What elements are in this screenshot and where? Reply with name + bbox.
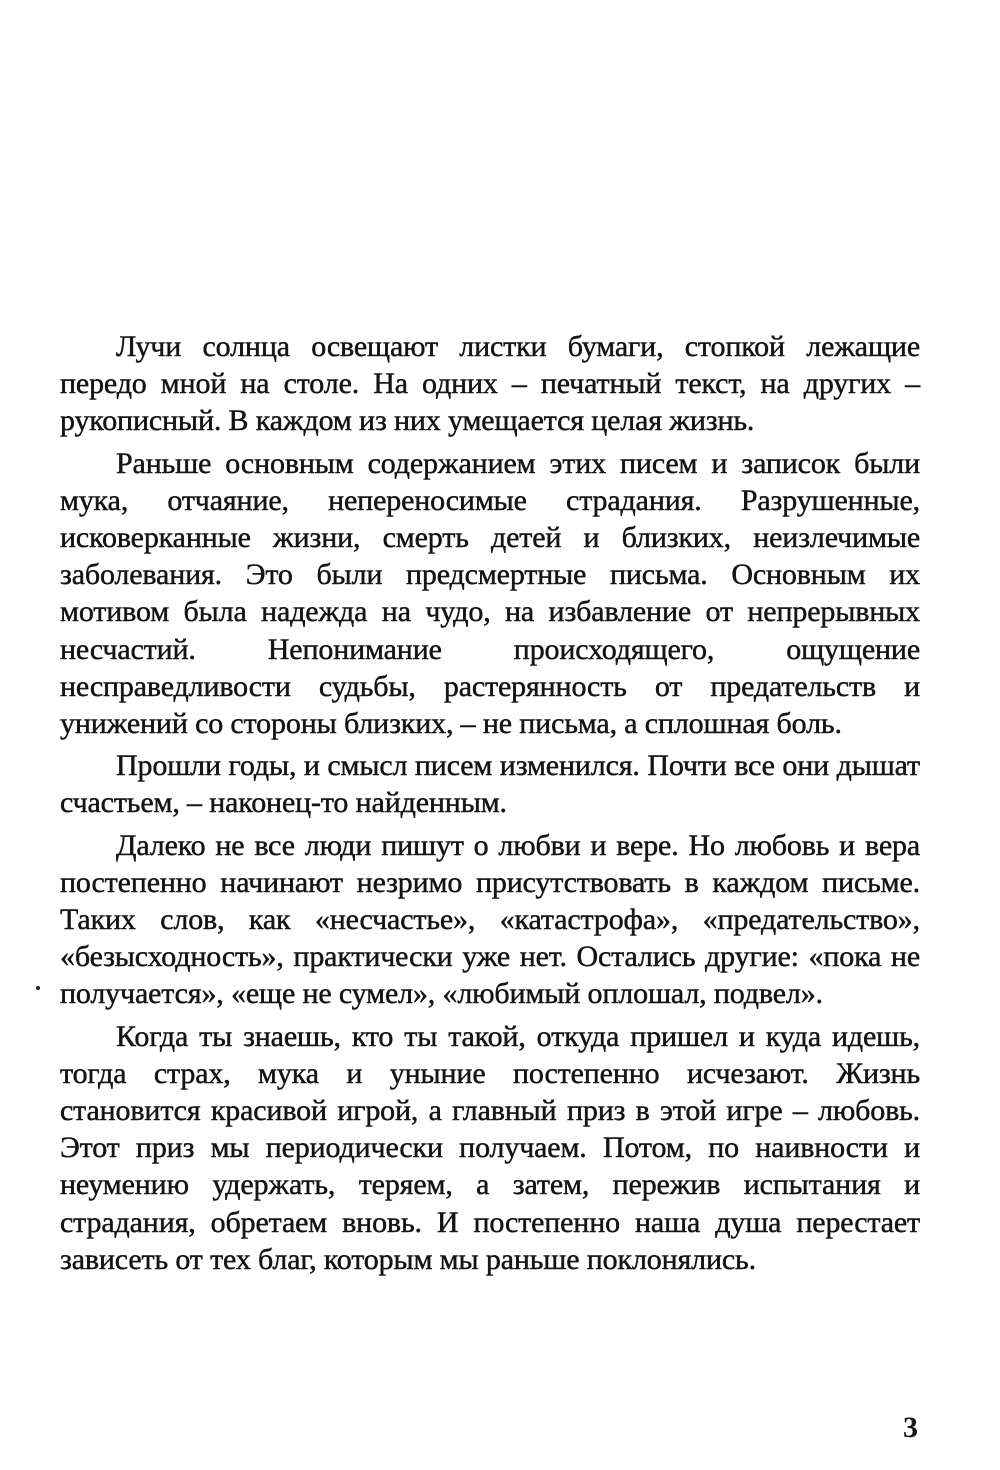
paragraph-1: Лучи солнца освещают листки бумаги, стопкой лежащие передо мной на столе. На одних – печатный текст, на других – рукописный. В каждом из них умещается целая жизнь. xyxy=(60,330,920,438)
paragraph-2: Раньше основным содержанием этих писем и записок были мука, отчаяние, непереносимые страдания. Разрушенные, исковерканные жизни, смерть детей и близких, неизлечимые заболевания. Это были предсмертные письма. Основным их мотивом была надежда на чудо, на избавление от непрерывных несчастий. Непонимание происходящего, ощущение несправедливости судьбы, растерянность от предательств и унижений со стороны близких, – не письма, а сплошная боль. xyxy=(60,446,920,741)
page-number: 3 xyxy=(903,1411,918,1444)
paragraph-3: Прошли годы, и смысл писем изменился. Почти все они дышат счастьем, – наконец-то найденным. xyxy=(60,749,920,820)
body-text xyxy=(60,328,920,1283)
paragraph-5: Когда ты знаешь, кто ты такой, откуда пришел и куда идешь, тогда страх, мука и уныние постепенно исчезают. Жизнь становится красивой игрой, а главный приз в этой игре – любовь. Этот приз мы периодически получаем. Потом, по наивности и неумению удержать, теряем, а затем, пережив испытания и страдания, обретаем вновь. И постепенно наша душа перестает зависеть от тех благ, которым мы раньше поклонялись. xyxy=(60,1019,920,1276)
print-speck xyxy=(36,986,40,990)
paragraph-4: Далеко не все люди пишут о любви и вере. Но любовь и вера постепенно начинают незримо присутствовать в каждом письме. Таких слов, как «несчастье», «катастрофа», «предательство», «безысходность», практически уже нет. Остались другие: «пока не получается», «еще не сумел», «любимый оплошал, подвел». xyxy=(60,828,920,1011)
